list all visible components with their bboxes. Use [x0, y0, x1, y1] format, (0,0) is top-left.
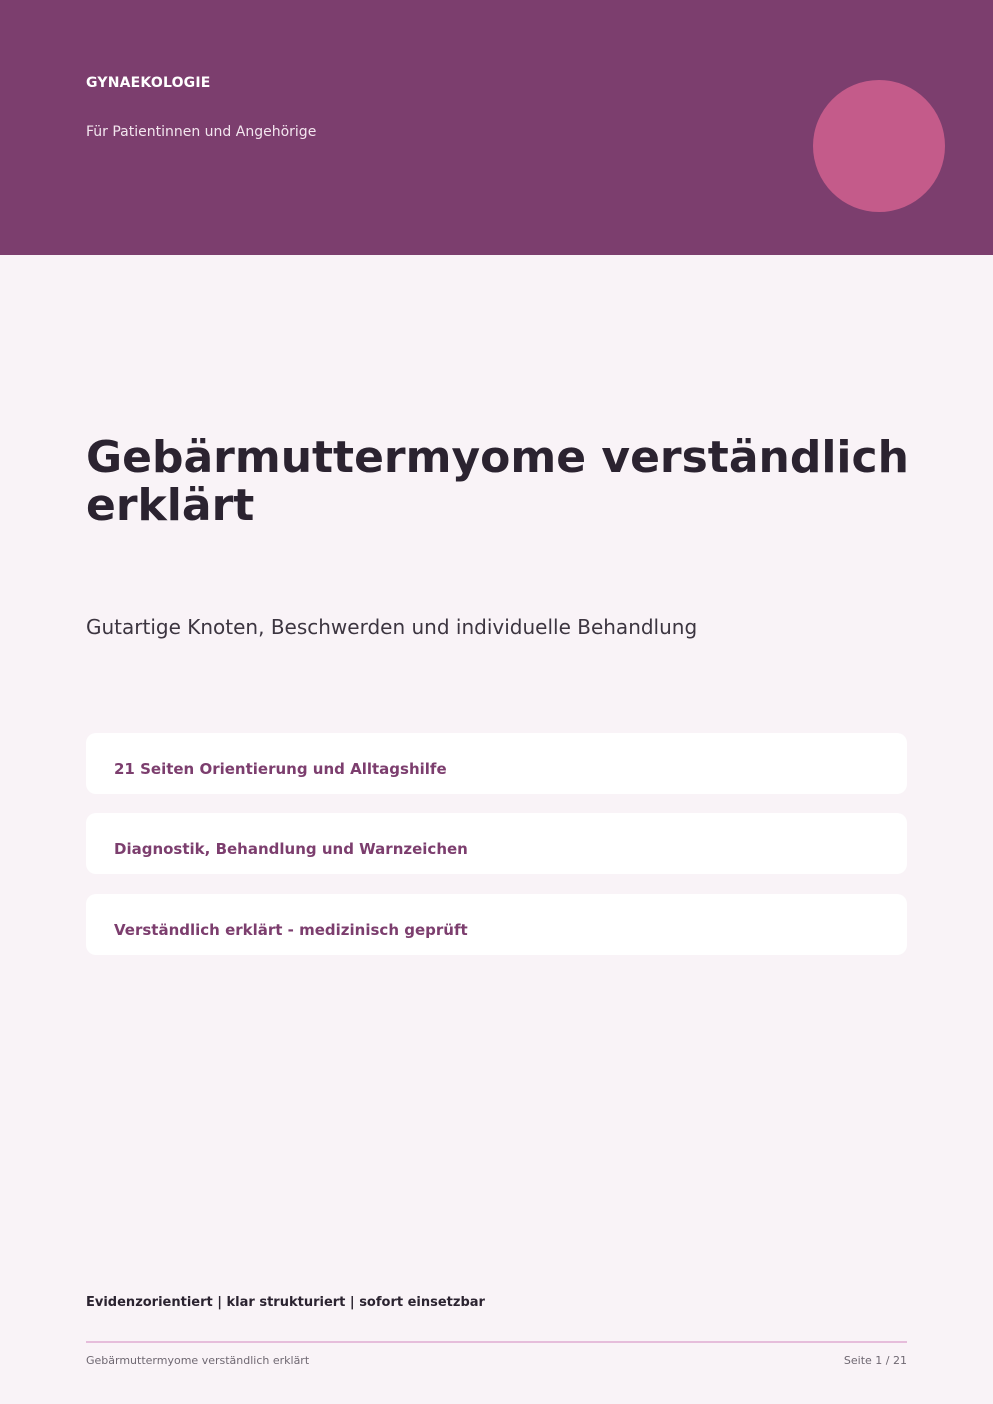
tagline: Evidenzorientiert | klar strukturiert | sofort einsetzbar [86, 1295, 485, 1310]
document-title: Gebärmuttermyome verständlich erklärt [86, 432, 909, 531]
highlight-label: Verständlich erklärt - medizinisch geprüft [114, 921, 468, 939]
highlight-card [86, 894, 907, 955]
header-banner [0, 0, 993, 255]
highlight-card [86, 813, 907, 874]
audience-label: Für Patientinnen und Angehörige [86, 124, 317, 140]
highlight-label: Diagnostik, Behandlung und Warnzeichen [114, 840, 468, 858]
highlight-card [86, 733, 907, 794]
footer-divider [86, 1341, 907, 1343]
category-label: GYNAEKOLOGIE [86, 75, 211, 91]
document-subtitle: Gutartige Knoten, Beschwerden und individuelle Behandlung [86, 615, 698, 639]
highlight-label: 21 Seiten Orientierung und Alltagshilfe [114, 760, 447, 778]
page-number: Seite 1 / 21 [843, 1354, 907, 1367]
footer-document-title: Gebärmuttermyome verständlich erklärt [86, 1354, 310, 1367]
decorative-circle [813, 80, 945, 212]
